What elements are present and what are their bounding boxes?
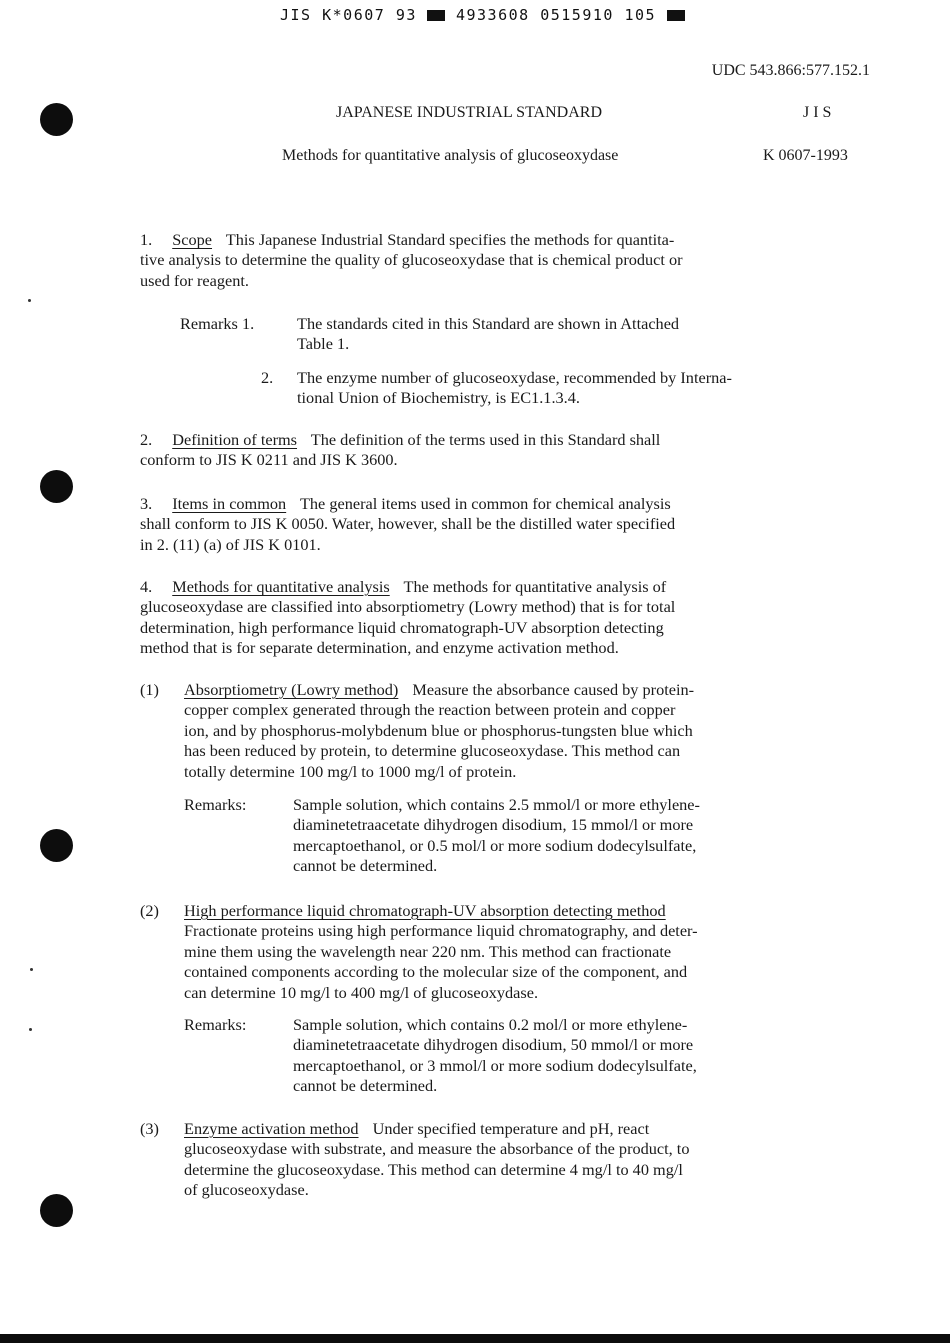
barcode-line	[280, 6, 685, 24]
remarks-label: Remarks:	[184, 1015, 247, 1034]
barcode-text-1: JIS K*0607 93	[280, 6, 417, 24]
text-line: cannot be determined.	[293, 1076, 438, 1096]
method-1-remarks	[293, 795, 700, 877]
text-line: of glucoseoxydase.	[184, 1180, 309, 1200]
text-line: glucoseoxydase are classified into absorptiometry (Lowry method) that is for total	[140, 597, 676, 617]
text-line: mercaptoethanol, or 0.5 mol/l or more sodium dodecylsulfate,	[293, 835, 697, 855]
punch-hole	[40, 103, 73, 136]
text-line: can determine 10 mg/l to 400 mg/l of glucoseoxydase.	[184, 982, 539, 1002]
text-line: ion, and by phosphorus-molybdenum blue or phosphorus-tungsten blue which	[184, 720, 693, 740]
punch-hole	[40, 1194, 73, 1227]
section-heading: Items in common	[172, 494, 287, 513]
method-heading: Absorptiometry (Lowry method)	[184, 680, 399, 699]
standard-code: K 0607-1993	[763, 147, 848, 164]
remarks-label: Remarks 1.	[180, 314, 255, 333]
text-line: copper complex generated through the reaction between protein and copper	[184, 700, 676, 720]
scan-bottom-edge	[0, 1334, 950, 1343]
section-scope	[140, 230, 683, 291]
text-line: determine the glucoseoxydase. This method can determine 4 mg/l to 40 mg/l	[184, 1159, 683, 1179]
text-line: shall conform to JIS K 0050. Water, however, shall be the distilled water specified	[140, 514, 676, 534]
text-line: tive analysis to determine the quality of glucoseoxydase that is chemical product or	[140, 250, 683, 270]
text-line: diaminetetraacetate dihydrogen disodium, 50 mmol/l or more	[293, 1035, 694, 1055]
text-line: The standards cited in this Standard are shown in Attached	[297, 314, 680, 333]
text-line: Table 1.	[297, 334, 350, 354]
remark-number: 2.	[261, 368, 274, 387]
punch-hole	[40, 829, 73, 862]
text-line: Sample solution, which contains 2.5 mmol/l or more ethylene-	[293, 795, 700, 814]
jis-mark: JIS	[803, 104, 836, 121]
section-number: 4.	[140, 577, 153, 596]
text-line: determination, high performance liquid chromatograph-UV absorption detecting	[140, 617, 664, 637]
text-line: cannot be determined.	[293, 856, 438, 876]
text-line: has been reduced by protein, to determine glucoseoxydase. This method can	[184, 741, 681, 761]
method-heading: High performance liquid chromatograph-UV absorption detecting method	[184, 901, 666, 920]
remark-1	[297, 314, 679, 355]
text-line: The methods for quantitative analysis of	[403, 577, 667, 596]
text-line: Measure the absorbance caused by protein-	[412, 680, 695, 699]
method-number: (3)	[140, 1119, 159, 1138]
barcode-text-2: 4933608 0515910 105	[455, 6, 657, 24]
text-line: This Japanese Industrial Standard specifies the methods for quantita-	[225, 230, 675, 249]
text-line: The general items used in common for chemical analysis	[299, 494, 671, 513]
section-number: 2.	[140, 430, 153, 449]
text-line: in 2. (11) (a) of JIS K 0101.	[140, 534, 321, 554]
text-line: used for reagent.	[140, 270, 249, 290]
section-heading: Definition of terms	[172, 430, 298, 449]
document-title: Methods for quantitative analysis of glucoseoxydase	[282, 147, 619, 164]
text-line: totally determine 100 mg/l to 1000 mg/l of protein.	[184, 761, 517, 781]
section-heading: Methods for quantitative analysis	[172, 577, 390, 596]
section-definitions	[140, 430, 660, 471]
method-number: (1)	[140, 680, 159, 699]
text-line: contained components according to the molecular size of the component, and	[184, 962, 688, 982]
punch-hole	[40, 470, 73, 503]
text-line: conform to JIS K 0211 and JIS K 3600.	[140, 450, 398, 470]
section-number: 1.	[140, 230, 153, 249]
text-line: The enzyme number of glucoseoxydase, recommended by Interna-	[297, 368, 732, 387]
standard-label: JAPANESE INDUSTRIAL STANDARD	[336, 104, 602, 121]
scan-speck	[28, 299, 31, 302]
method-2-remarks	[293, 1015, 697, 1097]
text-line: tional Union of Biochemistry, is EC1.1.3.4.	[297, 388, 580, 408]
text-line: method that is for separate determination, and enzyme activation method.	[140, 638, 619, 658]
scan-speck	[30, 968, 33, 971]
section-common-items	[140, 494, 675, 555]
method-absorptiometry	[184, 680, 694, 782]
text-line: glucoseoxydase with substrate, and measure the absorbance of the product, to	[184, 1139, 690, 1159]
text-line: The definition of the terms used in this Standard shall	[310, 430, 661, 449]
udc-number: UDC 543.866:577.152.1	[711, 62, 870, 79]
text-line: Under specified temperature and pH, react	[372, 1119, 650, 1138]
method-number: (2)	[140, 901, 159, 920]
method-hplc	[184, 901, 698, 1003]
section-number: 3.	[140, 494, 153, 513]
text-line: mercaptoethanol, or 3 mmol/l or more sodium dodecylsulfate,	[293, 1055, 697, 1075]
text-line: Fractionate proteins using high performance liquid chromatography, and deter-	[184, 921, 698, 941]
method-enzyme-activation	[184, 1119, 689, 1201]
method-heading: Enzyme activation method	[184, 1119, 359, 1138]
text-line: mine them using the wavelength near 220 nm. This method can fractionate	[184, 941, 672, 961]
section-heading: Scope	[172, 230, 213, 249]
section-methods	[140, 577, 675, 659]
remarks-label: Remarks:	[184, 795, 247, 814]
remark-2	[297, 368, 732, 409]
text-line: diaminetetraacetate dihydrogen disodium, 15 mmol/l or more	[293, 815, 694, 835]
scan-speck	[29, 1028, 32, 1031]
text-line: Sample solution, which contains 0.2 mol/l or more ethylene-	[293, 1015, 688, 1034]
barcode-block-2	[667, 10, 685, 21]
barcode-block-1	[427, 10, 445, 21]
